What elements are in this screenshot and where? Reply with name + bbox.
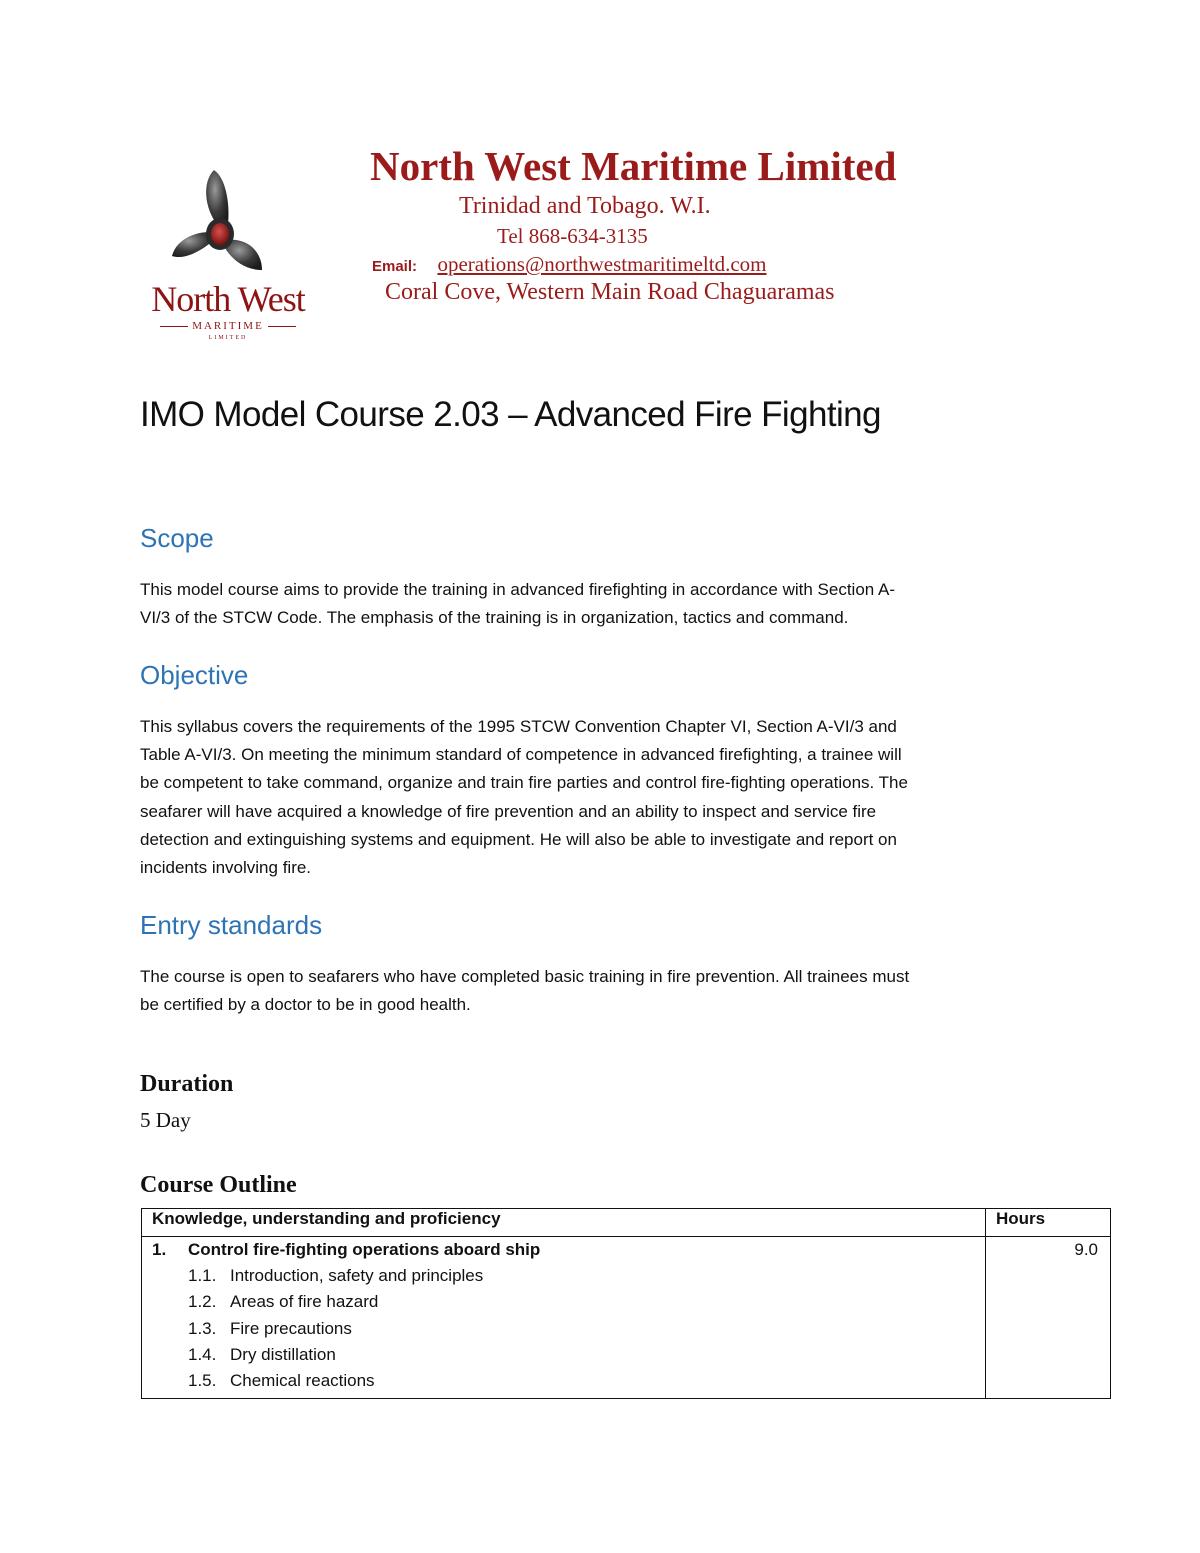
entry-standards-paragraph <box>140 963 1070 1019</box>
scope-heading: Scope <box>140 523 214 553</box>
propeller-icon <box>140 160 310 285</box>
company-phone: Tel 868-634-3135 <box>497 224 648 248</box>
text-line: detection and extinguishing systems and equipment. He will also be able to investigate and report on <box>140 829 897 849</box>
hours-cell: 9.0 <box>986 1237 1111 1399</box>
item-label: Control fire-fighting operations aboard ship <box>188 1240 541 1259</box>
subitem-label: Dry distillation <box>230 1344 336 1364</box>
subitem-number: 1.2. <box>188 1292 217 1312</box>
email-link[interactable]: operations@northwestmaritimeltd.com <box>437 252 767 276</box>
column-header-knowledge: Knowledge, understanding and proficiency <box>142 1209 986 1237</box>
entry-standards-heading: Entry standards <box>140 910 323 940</box>
text-line: seafarer will have acquired a knowledge of fire prevention and an ability to inspect and service fire <box>140 801 877 821</box>
knowledge-cell <box>142 1237 986 1399</box>
company-address: Coral Cove, Western Main Road Chaguaramas <box>385 279 835 305</box>
subitem-label: Areas of fire hazard <box>230 1292 379 1312</box>
objective-heading: Objective <box>140 660 249 690</box>
item-number: 1. <box>152 1240 167 1259</box>
company-logo <box>140 160 310 350</box>
subitem-label: Chemical reactions <box>230 1371 375 1391</box>
email-label: Email: <box>372 258 418 275</box>
course-outline-heading: Course Outline <box>140 1172 297 1198</box>
logo-tagline: LIMITED <box>208 335 248 341</box>
table-row <box>142 1237 1111 1399</box>
duration-value: 5 Day <box>140 1108 191 1132</box>
table-header-row <box>142 1209 1111 1237</box>
outline-subitem <box>142 1368 985 1394</box>
subitem-number: 1.1. <box>188 1266 217 1285</box>
subitem-label: Fire precautions <box>230 1318 352 1338</box>
column-header-hours: Hours <box>986 1209 1111 1237</box>
subitem-number: 1.4. <box>188 1344 217 1364</box>
text-line: be certified by a doctor to be in good health. <box>140 995 471 1015</box>
duration-heading: Duration <box>140 1071 234 1097</box>
subitem-number: 1.3. <box>188 1318 217 1338</box>
company-location: Trinidad and Tobago. W.I. <box>459 193 711 219</box>
objective-paragraph <box>140 713 1070 882</box>
logo-wordmark: North West <box>151 279 305 319</box>
email-row <box>372 252 767 277</box>
subitem-label: Introduction, safety and principles <box>230 1266 484 1285</box>
outline-subitem <box>142 1342 985 1368</box>
text-line: be competent to take command, organize and train fire parties and control fire-fighting operations. The <box>140 773 908 793</box>
course-outline-table <box>141 1208 1111 1399</box>
text-line: This model course aims to provide the training in advanced firefighting in accordance with Section A- <box>140 580 896 599</box>
subitem-number: 1.5. <box>188 1371 217 1391</box>
document-title: IMO Model Course 2.03 – Advanced Fire Fighting <box>140 395 881 434</box>
outline-subitem <box>142 1263 985 1289</box>
outline-subitem <box>142 1316 985 1342</box>
company-name: North West Maritime Limited <box>370 143 897 189</box>
text-line: The course is open to seafarers who have completed basic training in fire prevention. All trainees must <box>140 967 910 986</box>
scope-paragraph <box>140 576 1070 632</box>
outline-item <box>142 1237 985 1263</box>
text-line: incidents involving fire. <box>140 858 312 878</box>
logo-subtitle: MARITIME <box>150 320 306 332</box>
text-line: VI/3 of the STCW Code. The emphasis of the training is in organization, tactics and command. <box>140 608 849 628</box>
text-line: Table A-VI/3. On meeting the minimum standard of competence in advanced firefighting, a trainee will <box>140 745 902 765</box>
text-line: This syllabus covers the requirements of the 1995 STCW Convention Chapter VI, Section A-VI/3 and <box>140 717 897 736</box>
outline-subitem <box>142 1289 985 1315</box>
